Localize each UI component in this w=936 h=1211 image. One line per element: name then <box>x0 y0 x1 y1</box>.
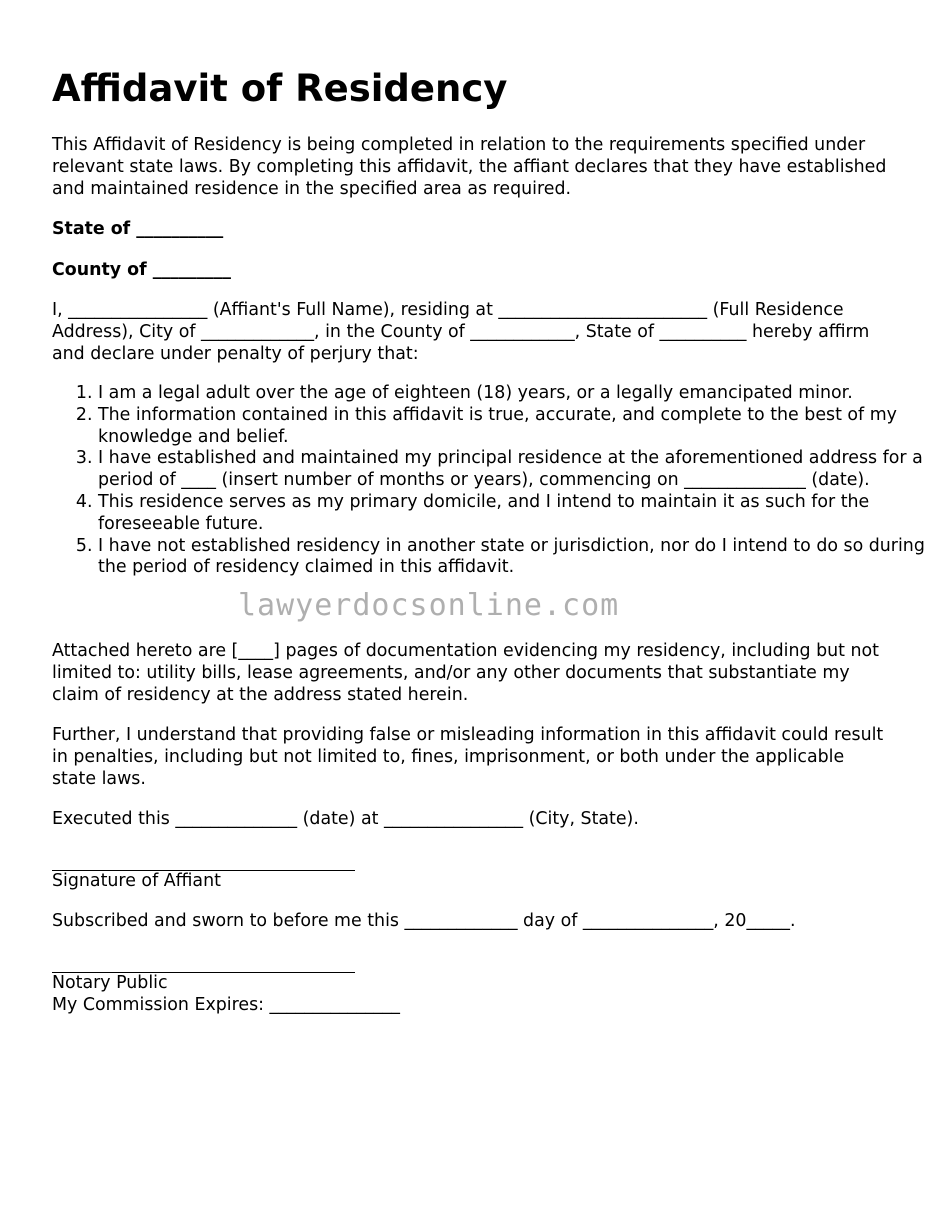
state-line: State of __________ <box>52 219 224 239</box>
signature-label: Signature of Affiant <box>52 871 221 891</box>
subscribed-line: Subscribed and sworn to before me this _____________ day of _______________, 20_____. <box>52 911 796 931</box>
declaration-paragraph: I, ________________ (Affiant's Full Name), residing at ________________________ (Full Residence Address), City of _____________, in the County of ____________, State of __________ hereby affirm and declare under penalty of perjury that: <box>52 300 870 364</box>
further-paragraph: Further, I understand that providing false or misleading information in this affidavit could result in penalties, including but not limited to, fines, imprisonment, or both under the applicable state laws. <box>52 725 884 789</box>
list-item: 4. This residence serves as my primary domicile, and I intend to maintain it as such for the foreseeable future. <box>98 492 936 536</box>
attached-paragraph: Attached hereto are [____] pages of documentation evidencing my residency, including but not limited to: utility bills, lease agreements, and/or any other documents that substantiate my claim of residency at the address stated herein. <box>52 641 879 705</box>
executed-line: Executed this ______________ (date) at ________________ (City, State). <box>52 809 639 829</box>
list-item: 1. I am a legal adult over the age of eighteen (18) years, or a legally emancipated minor. <box>98 383 936 405</box>
list-item: 3. I have established and maintained my principal residence at the aforementioned address for a period of ____ (insert number of months or years), commencing on ______________ (date). <box>98 448 936 492</box>
document-title: Affidavit of Residency <box>52 67 508 110</box>
list-item: 5. I have not established residency in another state or jurisdiction, nor do I intend to do so during the period of residency claimed in this affidavit. <box>98 536 936 580</box>
commission-line: My Commission Expires: _______________ <box>52 995 400 1015</box>
declaration-list <box>52 383 936 579</box>
intro-paragraph: This Affidavit of Residency is being completed in relation to the requirements specified under relevant state laws. By completing this affidavit, the affiant declares that they have established and maintained residence in the specified area as required. <box>52 135 887 199</box>
county-line: County of _________ <box>52 260 232 280</box>
watermark: lawyerdocsonline.com <box>238 588 620 623</box>
list-item: 2. The information contained in this affidavit is true, accurate, and complete to the best of my knowledge and belief. <box>98 405 936 449</box>
notary-label: Notary Public <box>52 973 168 993</box>
